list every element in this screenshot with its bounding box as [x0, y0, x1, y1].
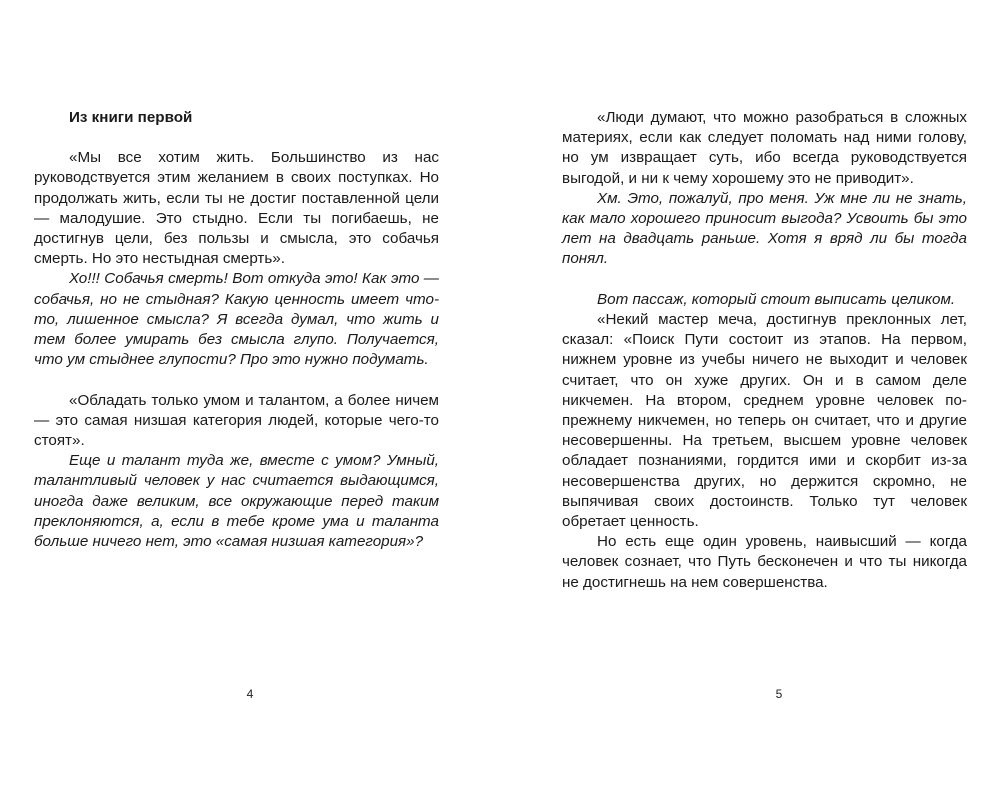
page-number-right: 5 [775, 687, 783, 701]
commentary-paragraph: Хм. Это, пожалуй, про меня. Уж мне ли не знать, как мало хорошего приносит выгода? Усвоить бы это лет на двадцать раньше. Хотя я вряд ли бы тогда понял. [562, 189, 967, 268]
quote-paragraph: «Люди думают, что можно разобраться в сложных материях, если как следует поломать над ними голову, но ум извращает суть, ибо всегда руководствуется выгодой, и ни к чему хорошему это не приводит». [562, 109, 967, 187]
left-page-text-column [34, 108, 439, 552]
commentary-paragraph: Еще и талант туда же, вместе с умом? Умный, талантливый человек у нас считается выдающимся, иногда даже великим, все окружающие перед таким преклоняются, а, если в тебе кроме ума и таланта больше ничего нет, это «самая низшая категория»? [34, 452, 439, 551]
quote-paragraph: «Обладать только умом и талантом, а более ничем — это самая низшая категория людей, которые чего-то стоят». [34, 391, 439, 450]
page-number-left: 4 [246, 687, 254, 701]
quote-paragraph: Но есть еще один уровень, наивысший — когда человек сознает, что Путь бесконечен и что ты никогда не достигнешь на нем совершенства. [562, 533, 967, 591]
quote-paragraph: «Мы все хотим жить. Большинство из нас руководствуется этим желанием в своих поступках. Но продолжать жить, если ты не достиг поставленной цели — малодушие. Это стыдно. Если ты погибаешь, не достигнув цели, без пользы и смысла, это собачья смерть. Но это нестыдная смерть». [34, 149, 439, 268]
commentary-paragraph: Хо!!! Собачья смерть! Вот откуда это! Как это — собачья, но не стыдная? Какую ценность имеет что-то, лишенное смысла? Я всегда думал, что жить и тем более умирать без смысла глупо. Получается, что ум стыднее глупости? Про это нужно подумать. [34, 270, 439, 369]
paragraph-gap [562, 270, 967, 290]
right-page-text-column [562, 108, 967, 593]
right-page [500, 0, 1000, 804]
quote-paragraph: «Некий мастер меча, достигнув преклонных лет, сказал: «Поиск Пути состоит из этапов. На первом, нижнем уровне из учебы ничего не выходит и человек считает, что он хуже других. Он и в самом деле никчемен. На втором, среднем уровне человек по-прежнему никчемен, но теперь он считает, что и другие несовершенны. На третьем, высшем уровне человек обладает познаниями, гордится ими и скорбит из-за несовершенства других, но держится скромно, не выпячивая своих достоинств. Только тут человек обретает ценность. [562, 311, 967, 531]
commentary-paragraph: Вот пассаж, который стоит выписать целиком. [597, 290, 956, 308]
chapter-heading: Из книги первой [69, 109, 193, 126]
paragraph-gap [34, 370, 439, 390]
